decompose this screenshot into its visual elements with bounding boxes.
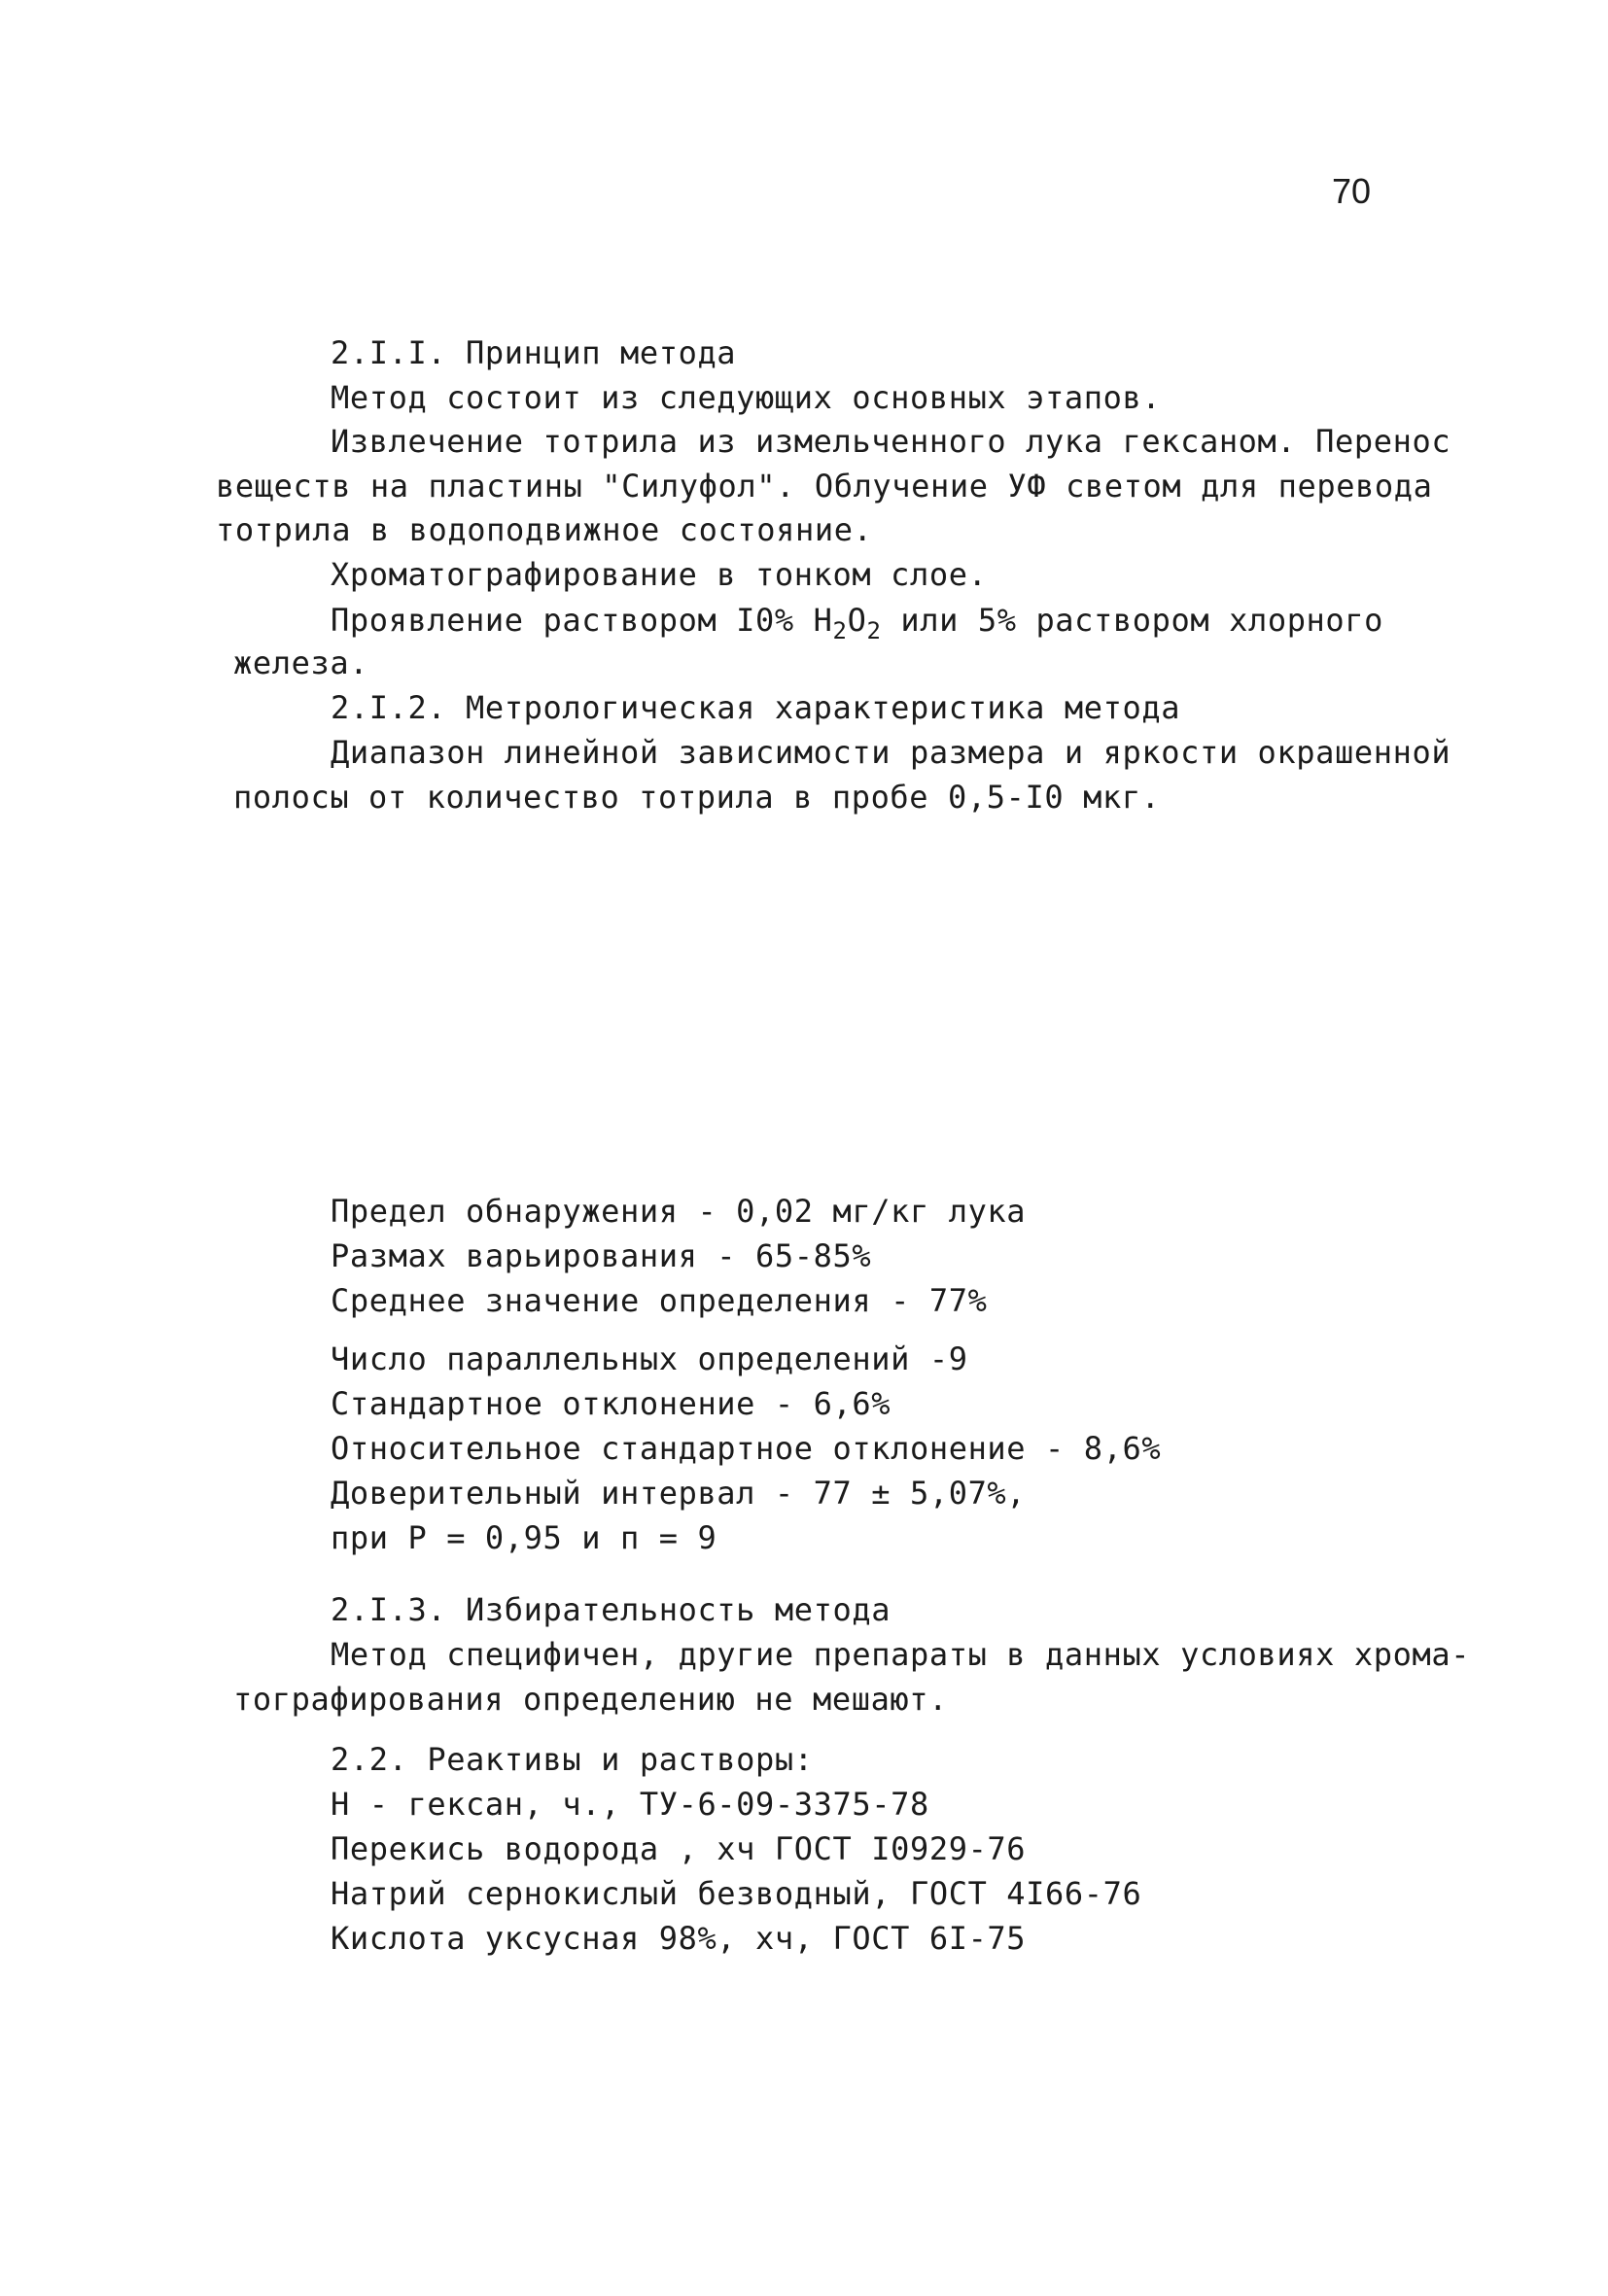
formula-mid: O xyxy=(847,602,867,639)
parallel-count: Число параллельных определений -9 xyxy=(331,1340,968,1377)
section-213-heading: 2.I.3. Избирательность метода xyxy=(331,1591,891,1628)
section-211-heading: 2.I.I. Принцип метода xyxy=(331,334,737,371)
section-212-line-2: полосы от количество тотрила в пробе 0,5-I0 мкг. xyxy=(233,779,1161,816)
detection-limit: Предел обнаружения - 0,02 мг/кг лука xyxy=(331,1193,1027,1230)
page-number: 70 xyxy=(1332,171,1372,211)
formula-sub-1: 2 xyxy=(832,617,848,644)
section-211-line-5: Хроматографирование в тонком слое. xyxy=(331,556,988,593)
formula-post: или 5% раствором хлорного xyxy=(881,602,1384,639)
reagent-item: Н - гексан, ч., ТУ-6-09-3375-78 xyxy=(331,1786,929,1823)
mean-value: Среднее значение определения - 77% xyxy=(331,1282,988,1319)
reagent-item: Натрий сернокислый безводный, ГОСТ 4I66-76 xyxy=(331,1875,1142,1912)
std-dev: Стандартное отклонение - 6,6% xyxy=(331,1385,891,1422)
confidence-interval: Доверительный интервал - 77 ± 5,07%, xyxy=(331,1475,1027,1512)
section-212-line-1: Диапазон линейной зависимости размера и яркости окрашенной xyxy=(331,734,1451,771)
section-211-line-2: Извлечение тотрила из измельченного лука гексаном. Перенос xyxy=(331,423,1451,460)
reagent-item: Кислота уксусная 98%, хч, ГОСТ 6I-75 xyxy=(331,1920,1027,1957)
section-211-line-7: железа. xyxy=(233,644,369,681)
variation-range: Размах варьирования - 65-85% xyxy=(331,1237,872,1274)
section-213-line-1: Метод специфичен, другие препараты в данных условиях хрома- xyxy=(331,1636,1471,1673)
section-211-line-4: тотрила в водоподвижное состояние. xyxy=(216,511,873,548)
section-213-line-2: тографирования определению не мешают. xyxy=(233,1681,949,1718)
section-22-heading: 2.2. Реактивы и растворы: xyxy=(331,1741,814,1778)
formula-pre: Проявление раствором I0% H xyxy=(331,602,833,639)
section-211-line-1: Метод состоит из следующих основных этапов. xyxy=(331,379,1162,416)
rel-std-dev: Относительное стандартное отклонение - 8,6% xyxy=(331,1430,1162,1467)
reagent-item: Перекись водорода , хч ГОСТ I0929-76 xyxy=(331,1830,1027,1867)
section-211-line-6 xyxy=(331,599,1383,642)
formula-sub-2: 2 xyxy=(866,617,882,644)
section-211-line-3: веществ на пластины "Силуфол". Облучение УФ светом для перевода xyxy=(216,468,1433,504)
section-212-heading: 2.I.2. Метрологическая характеристика метода xyxy=(331,689,1181,726)
condition: при Р = 0,95 и п = 9 xyxy=(331,1519,717,1556)
